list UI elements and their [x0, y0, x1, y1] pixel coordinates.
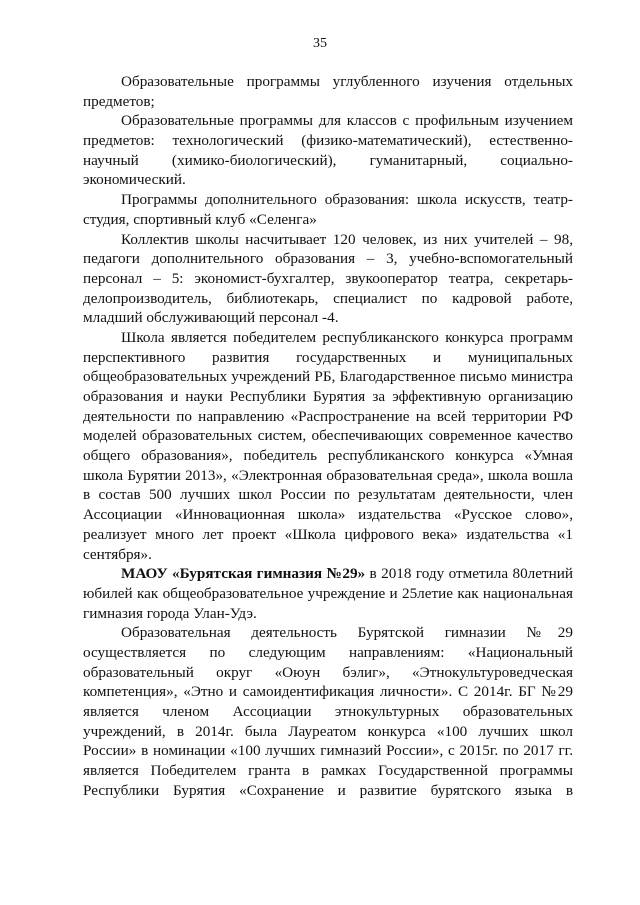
text-line	[83, 269, 573, 289]
text-line	[83, 623, 573, 643]
line-text: в состав 500 лучших школ России по результатам деятельности, член	[83, 486, 573, 504]
line-text: образовательный округ «Оюун бэлиг», «Этнокультуроведческая	[83, 663, 573, 681]
line-text: предметов: технологический (физико-математический), естественно-	[83, 132, 573, 150]
line-text: школа Бурятии 2013», «Электронная образовательная среда», школа вошла	[83, 466, 573, 484]
text-line	[83, 367, 573, 387]
line-text: Республики Бурятия «Сохранение и развитие бурятского языка в	[83, 781, 573, 799]
text-line	[83, 289, 573, 309]
line-text: Образовательная деятельность Бурятской гимназии №29	[121, 624, 573, 642]
text-line	[83, 72, 573, 92]
text-line	[83, 505, 573, 525]
text-line	[83, 702, 573, 722]
text-line	[83, 485, 573, 505]
text-line	[83, 92, 573, 112]
text-line	[83, 741, 573, 761]
text-line	[83, 328, 573, 348]
text-line	[83, 170, 573, 190]
line-text: юбилей как общеобразовательное учреждение и 25летие как национальная	[83, 584, 573, 602]
line-text: делопроизводитель, библиотекарь, специалист по кадровой работе,	[83, 289, 573, 307]
text-line	[83, 190, 573, 210]
text-line	[83, 111, 573, 131]
line-text: экономический.	[83, 171, 186, 189]
text-line	[83, 682, 573, 702]
text-line	[83, 230, 573, 250]
text-line	[83, 564, 573, 584]
text-line	[83, 781, 573, 801]
line-text: образования и науки Республики Бурятия за эффективную организацию	[83, 388, 573, 405]
line-text: Программы дополнительного образования: школа искусств, театр-	[121, 191, 573, 209]
line-text: младший обслуживающий персонал -4.	[83, 309, 339, 327]
line-text: научный (химико-биологический), гуманитарный, социально-	[83, 151, 573, 169]
line-text: сентября».	[83, 545, 152, 563]
text-line	[83, 761, 573, 781]
line-text: общего образования», победитель республиканского конкурса «Умная	[83, 447, 573, 465]
line-text: перспективного развития государственных и муниципальных	[83, 348, 573, 366]
line-text: реализует много лет проект «Школа цифрового века» издательства «1	[83, 525, 573, 543]
line-text: Образовательные программы углубленного изучения отдельных	[121, 73, 573, 90]
line-text: студия, спортивный клуб «Селенга»	[83, 210, 317, 228]
text-line	[83, 525, 573, 545]
text-line	[83, 466, 573, 486]
line-text: моделей образовательных систем, обеспечивающих современное качество	[83, 427, 573, 445]
text-line	[83, 131, 573, 151]
line-text: общеобразовательных учреждений РБ, Благодарственное письмо министра	[83, 368, 573, 386]
line-text: деятельности по направлению «Распространение на всей территории РФ	[83, 407, 573, 425]
line-text: педагоги дополнительного образования – 3, учебно-вспомогательный	[83, 250, 573, 268]
line-text: предметов;	[83, 92, 155, 110]
line-text: Коллектив школы насчитывает 120 человек, из них учителей – 98,	[121, 230, 573, 248]
text-line	[83, 643, 573, 663]
text-line	[83, 604, 573, 624]
line-text: осуществляется по следующим направлениям: «Национальный	[83, 643, 573, 661]
text-line	[83, 151, 573, 171]
text-line	[83, 348, 573, 368]
text-line	[83, 722, 573, 742]
line-text: является членом Ассоциации этнокультурных образовательных	[83, 703, 573, 720]
line-text: учреждений, в 2014г. была Лауреатом конкурса «100 лучших школ	[83, 722, 573, 740]
text-line	[83, 545, 573, 565]
text-line	[83, 210, 573, 230]
line-text: является Победителем гранта в рамках Государственной программы	[83, 762, 573, 780]
line-text: Ассоциации «Инновационная школа» издательства «Русское слово»,	[83, 506, 573, 524]
line-text: гимназия города Улан-Удэ.	[83, 604, 257, 622]
line-text: Образовательные программы для классов с профильным изучением	[121, 112, 573, 130]
line-text: компетенция», «Этно и самоидентификация личности». С 2014г. БГ №29	[83, 683, 573, 701]
line-text: в 2018 году отметила 80летний	[365, 565, 573, 583]
text-line	[83, 663, 573, 683]
page-number: 35	[313, 36, 327, 51]
text-line	[83, 407, 573, 427]
text-line	[83, 387, 573, 407]
text-line	[83, 584, 573, 604]
text-line	[83, 446, 573, 466]
line-text: персонал – 5: экономист-бухгалтер, звукооператор театра, секретарь-	[83, 269, 573, 287]
bold-lead-in: МАОУ «Бурятская гимназия №29»	[121, 565, 366, 583]
text-line	[83, 308, 573, 328]
text-line	[83, 249, 573, 269]
body-text	[83, 72, 573, 800]
text-line	[83, 426, 573, 446]
line-text: России» в номинации «100 лучших гимназий России», с 2015г. по 2017 гг.	[83, 742, 573, 760]
line-text: Школа является победителем республиканского конкурса программ	[121, 328, 573, 346]
